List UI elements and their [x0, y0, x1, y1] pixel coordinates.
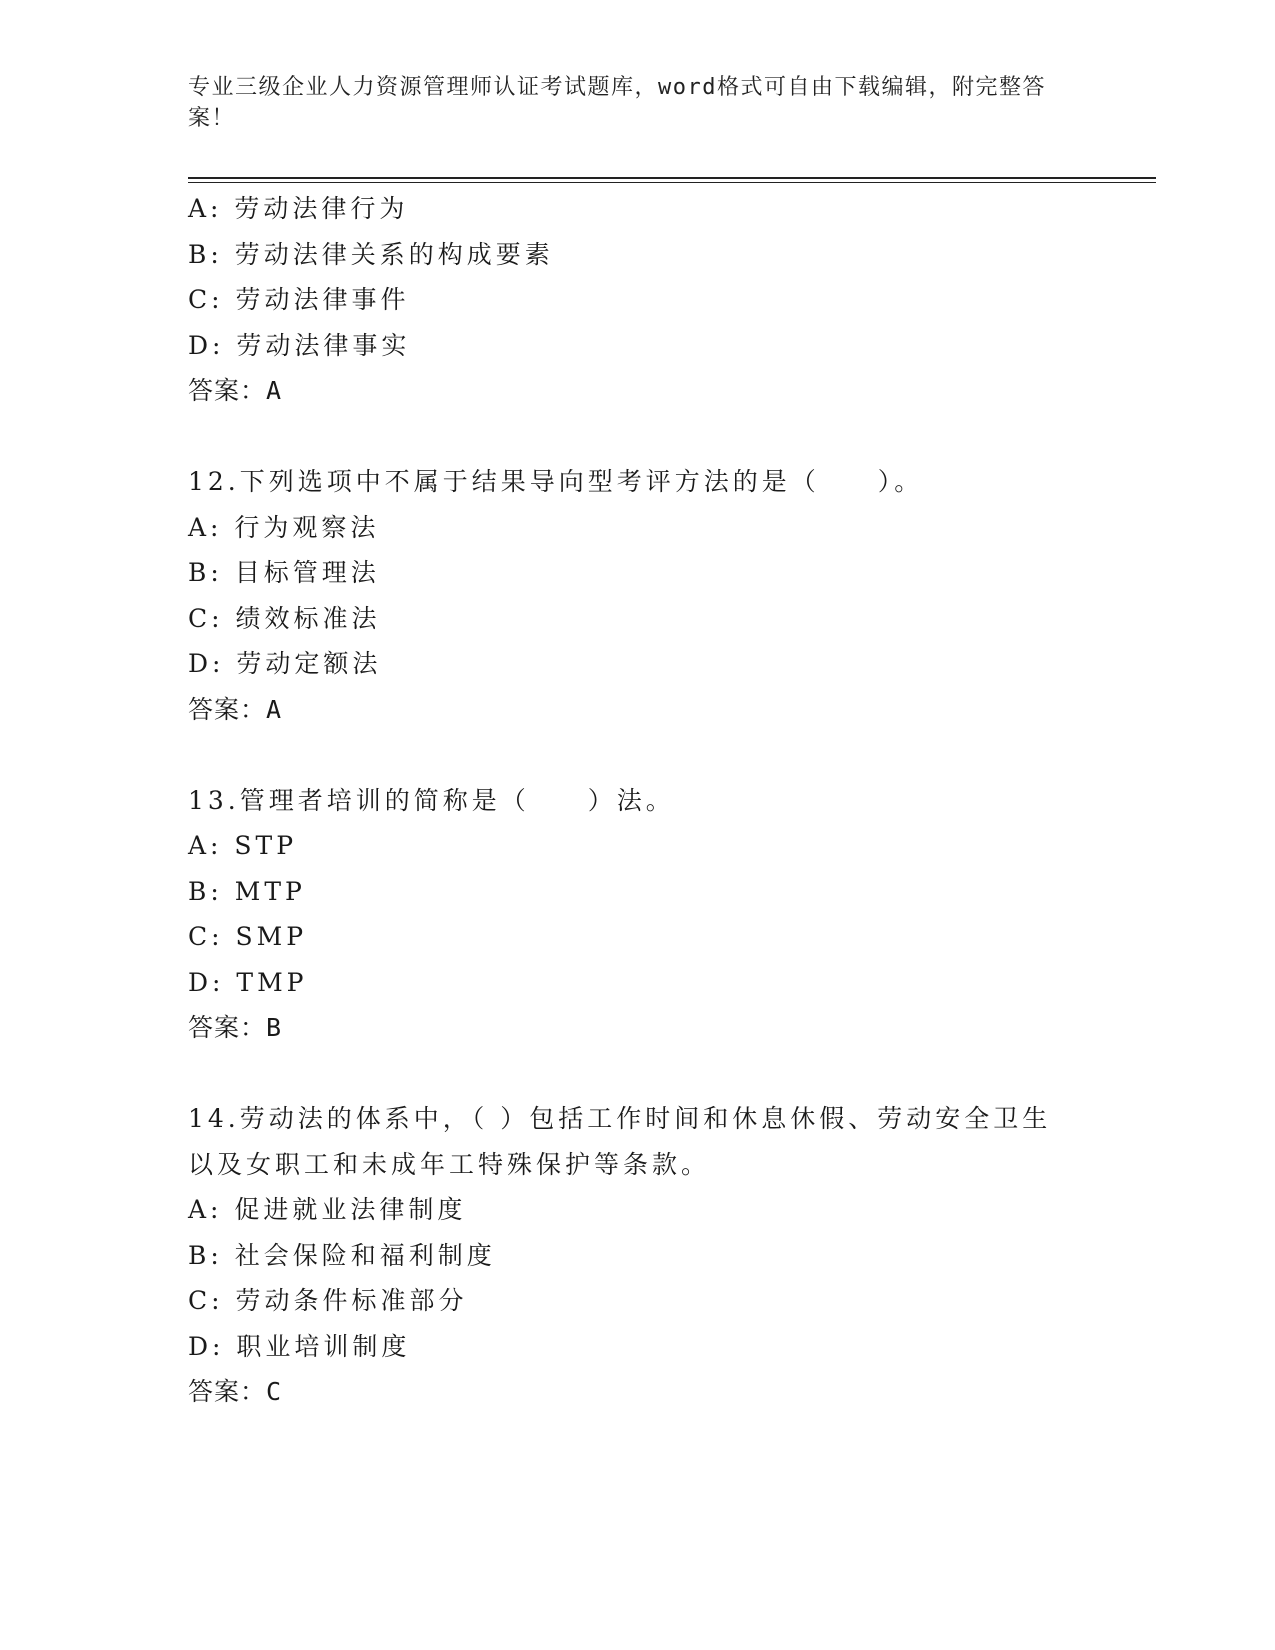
- option-a: A: 促进就业法律制度: [188, 1195, 467, 1224]
- document-header: 专业三级企业人力资源管理师认证考试题库，word格式可自由下载编辑，附完整答案！: [188, 75, 1046, 131]
- option-a: A: 劳动法律行为: [188, 194, 409, 223]
- question-text: 14.劳动法的体系中，（ ）包括工作时间和休息休假、劳动安全卫生以及女职工和未成年工特殊保护等条款。: [188, 1104, 1052, 1179]
- option-c: C: 绩效标准法: [188, 603, 381, 633]
- question-11: [188, 186, 1088, 414]
- option-d: D: 职业培训制度: [188, 1331, 411, 1361]
- option-a: A: STP: [188, 831, 298, 860]
- option-b: B: 目标管理法: [188, 558, 380, 587]
- option-d: D: 劳动法律事实: [188, 330, 411, 360]
- header-divider-thin: [188, 182, 1156, 183]
- option-c: C: 劳动条件标准部分: [188, 1286, 468, 1315]
- header-divider-thick: [188, 177, 1156, 179]
- option-b: B: 劳动法律关系的构成要素: [188, 239, 554, 269]
- question-list: [188, 186, 1088, 1415]
- question-14: [188, 1096, 1088, 1415]
- option-a: A: 行为观察法: [188, 512, 380, 542]
- answer: 答案：A: [188, 376, 283, 405]
- option-b: B: 社会保险和福利制度: [188, 1240, 496, 1270]
- answer: 答案：B: [188, 1013, 283, 1042]
- question-text: 13.管理者培训的简称是（ ）法。: [188, 785, 675, 815]
- option-c: C: 劳动法律事件: [188, 285, 410, 314]
- question-text: 12.下列选项中不属于结果导向型考评方法的是（ ）。: [188, 467, 924, 496]
- answer: 答案：A: [188, 694, 283, 724]
- option-b: B: MTP: [188, 876, 306, 906]
- question-12: [188, 459, 1088, 732]
- option-d: D: 劳动定额法: [188, 649, 382, 678]
- option-d: D: TMP: [188, 967, 308, 997]
- question-13: [188, 778, 1088, 1051]
- answer: 答案：C: [188, 1377, 283, 1406]
- option-c: C: SMP: [188, 922, 308, 951]
